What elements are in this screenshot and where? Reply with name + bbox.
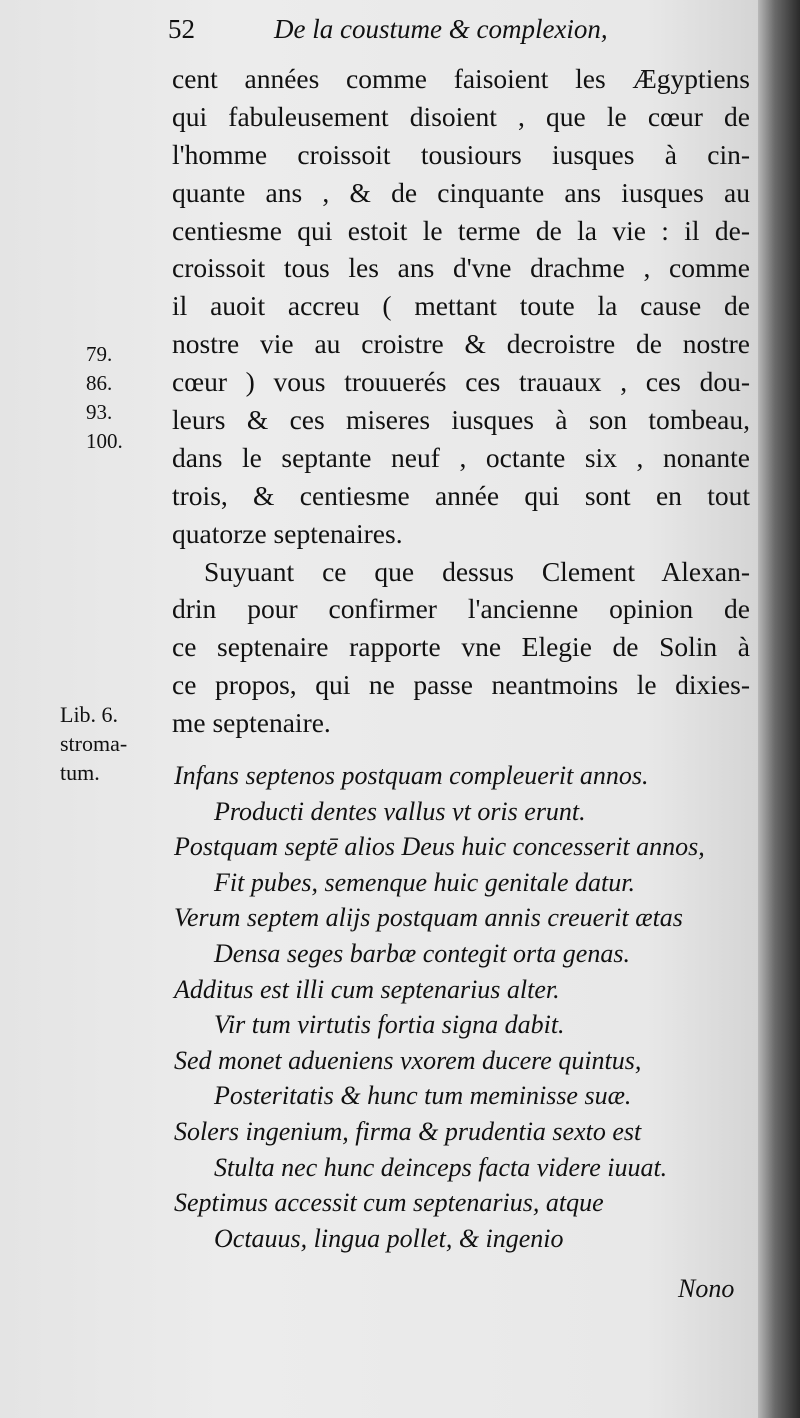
margin-number: 86. (86, 371, 113, 395)
verse-line: Posteritatis & hunc tum meminisse suæ. (214, 1081, 632, 1111)
verse-block (174, 758, 774, 1256)
prose-line: qui fabuleusement disoient , que le cœur de (172, 100, 750, 132)
prose-line: l'homme croissoit tousiours iusques à cin- (172, 138, 750, 170)
prose-line: quatorze septenaires. (172, 517, 403, 549)
prose-line: me septenaire. (172, 707, 331, 739)
prose-line: quante ans , & de cinquante ans iusques au (172, 176, 750, 208)
verse-line: Sed monet adueniens vxorem ducere quintus, (174, 1045, 642, 1075)
verse-line: Producti dentes vallus vt oris erunt. (214, 796, 586, 826)
prose-line: il auoit accreu ( mettant toute la cause de (172, 290, 750, 322)
prose-line: cent années comme faisoient les Ægyptiens (172, 63, 750, 94)
margin-number: 100. (86, 429, 123, 453)
margin-reference-line: tum. (60, 760, 100, 785)
prose-line: croissoit tous les ans d'vne drachme , comme (172, 252, 750, 284)
verse-line: Additus est illi cum septenarius alter. (174, 974, 560, 1004)
margin-number: 79. (86, 342, 113, 366)
verse-line: Septimus accessit cum septenarius, atque (174, 1188, 604, 1218)
prose-line: centiesme qui estoit le terme de la vie : il de- (172, 214, 750, 246)
verse-line: Solers ingenium, firma & prudentia sexto est (174, 1116, 642, 1146)
prose-line: drin pour confirmer l'ancienne opinion de (172, 593, 750, 625)
prose-line: trois, & centiesme année qui sont en tout (172, 479, 750, 511)
verse-line: Vir tum virtutis fortia signa dabit. (214, 1010, 565, 1040)
margin-number: 93. (86, 400, 113, 424)
verse-line: Stulta nec hunc deinceps facta videre iuuat. (214, 1152, 668, 1182)
margin-reference-line: stroma- (60, 731, 128, 756)
margin-reference-line: Lib. 6. (60, 702, 119, 727)
margin-numbers (86, 340, 156, 456)
prose-block (172, 60, 750, 742)
prose-line: ce septenaire rapporte vne Elegie de Solin à (172, 631, 750, 663)
prose-line: Suyuant ce que dessus Clement Alexan- (204, 555, 750, 587)
verse-line: Fit pubes, semenque huic genitale datur. (214, 867, 635, 897)
page-header (168, 14, 748, 52)
running-title: De la coustume & complexion, (274, 14, 608, 44)
verse-line: Infans septenos postquam compleuerit annos. (174, 761, 649, 790)
prose-line: ce propos, qui ne passe neantmoins le dixies- (172, 669, 750, 701)
catchword: Nono (678, 1274, 735, 1303)
prose-line: leurs & ces miseres iusques à son tombeau, (172, 404, 750, 436)
prose-line: nostre vie au croistre & decroistre de nostre (172, 328, 750, 360)
verse-line: Octauus, lingua pollet, & ingenio (214, 1223, 564, 1253)
verse-line: Verum septem alijs postquam annis creuerit ætas (174, 903, 683, 933)
verse-line: Postquam septē alios Deus huic concesserit annos, (174, 832, 705, 862)
margin-reference (60, 700, 170, 787)
prose-line: cœur ) vous trouuerés ces trauaux , ces dou- (172, 366, 750, 398)
page-number: 52 (168, 14, 195, 44)
verse-line: Densa seges barbæ contegit orta genas. (214, 938, 630, 968)
prose-line: dans le septante neuf , octante six , nonante (172, 441, 750, 473)
